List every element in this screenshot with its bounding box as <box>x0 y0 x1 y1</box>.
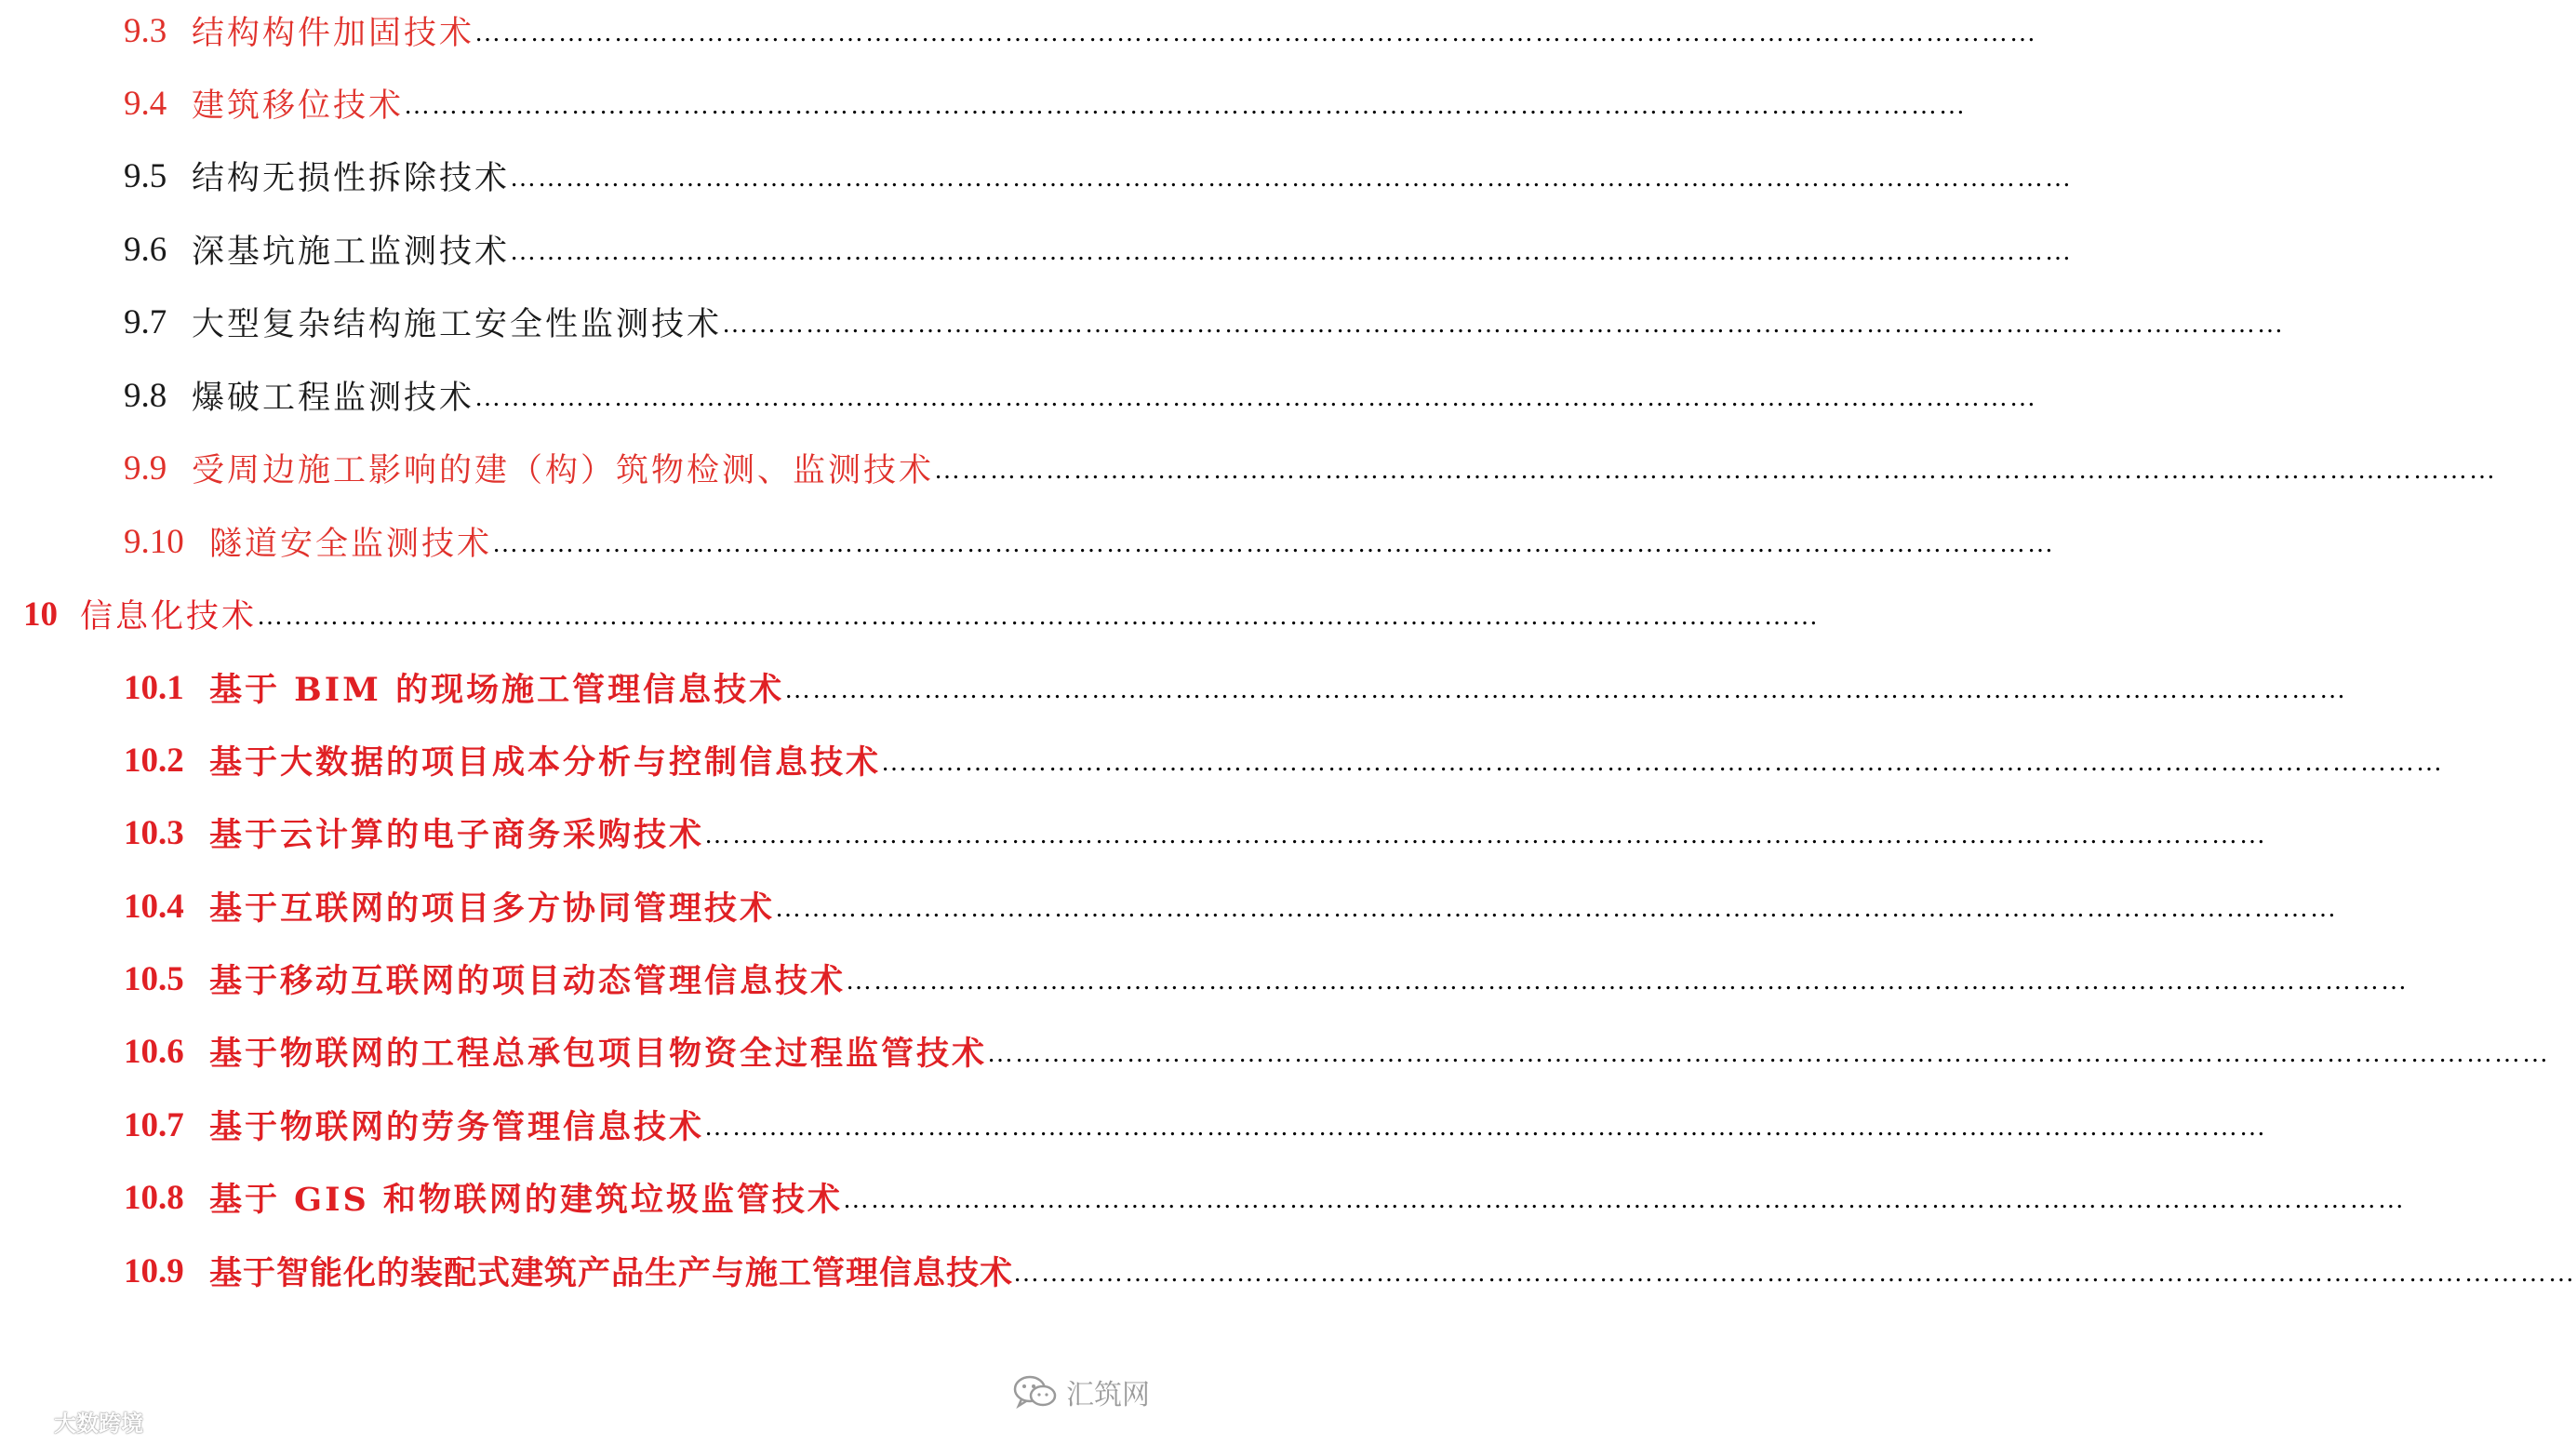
toc-entry-title: 基于物联网的工程总承包项目物资全过程监管技术 <box>209 1035 988 1073</box>
toc-entry-title: 建筑移位技术 <box>192 87 405 125</box>
dot-leader: …………………………………………………………………………………………………………………………………………………… <box>934 456 2498 485</box>
toc-entry-title: 结构无损性拆除技术 <box>192 160 511 197</box>
toc-entry-number: 9.8 <box>124 376 167 415</box>
toc-entry-number: 10 <box>23 595 58 634</box>
dot-leader: …………………………………………………………………………………………………………………………………………………… <box>881 748 2445 777</box>
toc-entry-10-6 <box>0 1023 2551 1079</box>
toc-entry-9-8 <box>0 368 2038 423</box>
toc-entry-title: 基于物联网的劳务管理信息技术 <box>209 1108 705 1146</box>
toc-entry-number: 9.3 <box>124 11 167 50</box>
toc-entry-number: 9.7 <box>124 302 167 341</box>
toc-entry-number: 10.8 <box>124 1178 184 1217</box>
toc-entry-10-5 <box>0 951 2409 1007</box>
toc-entry-title: 基于互联网的项目多方协同管理技术 <box>209 889 776 928</box>
toc-entry-number: 10.2 <box>124 741 184 780</box>
watermark-source-text: 汇筑网 <box>1066 1379 1150 1411</box>
dot-leader: …………………………………………………………………………………………………………………………………………………… <box>987 1039 2551 1068</box>
toc-entry-number: 10.9 <box>124 1251 184 1290</box>
toc-entry-title: 大型复杂结构施工安全性监测技术 <box>192 306 723 343</box>
toc-entry-title: 基于云计算的电子商务采购技术 <box>209 816 705 854</box>
toc-entry-number: 9.10 <box>124 522 184 561</box>
toc-entry-title: 基于 GIS 和物联网的建筑垃圾监管技术 <box>209 1181 843 1219</box>
dot-leader: …………………………………………………………………………………………………………………………………………………… <box>842 1185 2406 1214</box>
toc-entry-title: 爆破工程监测技术 <box>192 380 475 417</box>
toc-entry-number: 10.4 <box>124 887 184 926</box>
dot-leader: …………………………………………………………………………………………………………………………………………………… <box>510 164 2074 193</box>
dot-leader: …………………………………………………………………………………………………………………………………………………… <box>474 383 2038 412</box>
toc-chapter-10 <box>0 586 1821 642</box>
toc-entry-10-1 <box>0 660 2348 715</box>
toc-entry-9-10 <box>0 514 2056 569</box>
toc-entry-title: 基于大数据的项目成本分析与控制信息技术 <box>209 743 882 782</box>
toc-entry-9-5 <box>0 148 2074 204</box>
dot-leader: …………………………………………………………………………………………………………………………………………………… <box>704 1113 2268 1142</box>
toc-entry-9-9 <box>0 440 2498 496</box>
toc-entry-title: 深基坑施工监测技术 <box>192 234 511 271</box>
toc-entry-number: 10.1 <box>124 668 184 707</box>
toc-entry-9-3 <box>0 3 2038 59</box>
toc-entry-10-4 <box>0 878 2339 934</box>
dot-leader: …………………………………………………………………………………………………………………………………………………… <box>510 237 2074 266</box>
toc-entry-number: 10.3 <box>124 813 184 852</box>
toc-entry-title: 隧道安全监测技术 <box>209 526 493 563</box>
dot-leader: …………………………………………………………………………………………………………………………………………………… <box>404 91 1968 120</box>
toc-entry-title: 受周边施工影响的建（构）筑物检测、监测技术 <box>192 452 935 489</box>
dot-leader: …………………………………………………………………………………………………………………………………………………… <box>784 675 2348 704</box>
dot-leader: …………………………………………………………………………………………………………………………………………………… <box>474 19 2038 47</box>
toc-entry-number: 9.5 <box>124 156 167 195</box>
toc-entry-number: 9.4 <box>124 84 167 123</box>
watermark-brand <box>7 1405 143 1437</box>
toc-entry-number: 9.9 <box>124 448 167 488</box>
toc-entry-title: 基于 BIM 的现场施工管理信息技术 <box>209 671 785 709</box>
toc-entry-number: 10.7 <box>124 1105 184 1144</box>
toc-entry-number: 9.6 <box>124 230 167 269</box>
watermark-brand-text: 大数跨境 <box>54 1411 143 1437</box>
toc-entry-title: 基于智能化的装配式建筑产品生产与施工管理信息技术 <box>209 1254 1014 1292</box>
dot-leader: …………………………………………………………………………………………………………………………………………………… <box>846 967 2409 996</box>
dot-leader: …………………………………………………………………………………………………………………………………………………… <box>704 821 2268 849</box>
toc-entry-10-8 <box>0 1170 2406 1225</box>
toc-entry-9-6 <box>0 221 2074 277</box>
watermark-source <box>1012 1371 1150 1412</box>
toc-entry-title: 信息化技术 <box>80 598 258 635</box>
toc-entry-9-4 <box>0 75 1968 131</box>
dot-leader: …………………………………………………………………………………………………………………………………………………… <box>1013 1259 2576 1288</box>
dot-leader: …………………………………………………………………………………………………………………………………………………… <box>257 602 1821 631</box>
toc-entry-9-7 <box>0 294 2286 350</box>
toc-entry-title: 结构构件加固技术 <box>192 15 475 52</box>
dot-leader: …………………………………………………………………………………………………………………………………………………… <box>775 894 2339 923</box>
dot-leader: …………………………………………………………………………………………………………………………………………………… <box>722 310 2286 339</box>
toc-entry-10-2 <box>0 732 2445 788</box>
toc-entry-10-7 <box>0 1097 2268 1153</box>
toc-entry-10-9 <box>0 1243 2576 1299</box>
brand-logo-icon <box>7 1408 45 1436</box>
toc-entry-number: 10.5 <box>124 959 184 998</box>
wechat-icon <box>1012 1373 1059 1411</box>
toc-entry-title: 基于移动互联网的项目动态管理信息技术 <box>209 962 847 1000</box>
toc-entry-10-3 <box>0 805 2268 861</box>
dot-leader: …………………………………………………………………………………………………………………………………………………… <box>492 529 2056 558</box>
toc-entry-number: 10.6 <box>124 1032 184 1071</box>
